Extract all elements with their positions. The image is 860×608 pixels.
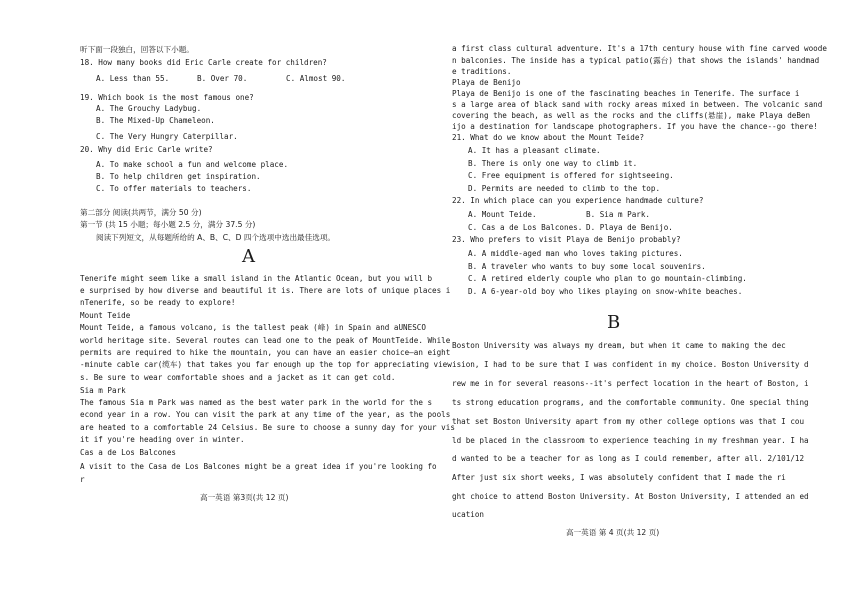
passage-a-heading: Mount Teide [80, 311, 131, 320]
passage-a-line: econd year in a row. You can visit the park at any time of the year, as the pools [80, 410, 451, 419]
q18-option-a: A. Less than 55. [96, 74, 170, 83]
passage-a-letter: A [242, 246, 255, 267]
q22-option-c: C. Cas a de Los Balcones. [468, 223, 583, 232]
passage-a-line: A visit to the Casa de Los Balcones might be a great idea if you're looking fo [80, 462, 437, 471]
q18-option-c: C. Almost 90. [286, 74, 346, 83]
right-page-footer: 高一英语 第 4 页(共 12 页) [566, 528, 660, 537]
passage-b-line: ght choice to attend Boston University. At Boston University, I attended an ed [452, 492, 809, 501]
question-20: 20. Why did Eric Carle write? [80, 145, 213, 154]
passage-a-line: e surprised by how diverse and beautiful it is. There are lots of unique places i [80, 286, 451, 295]
passage-a-line: are heated to a comfortable 24 Celsius. Be sure to choose a sunny day for your vis [80, 423, 455, 432]
q23-option-c: C. A retired elderly couple who plan to go mountain-climbing. [468, 274, 747, 283]
passage-a-heading: Playa de Benijo [452, 78, 521, 87]
passage-a-line: The famous Sia m Park was named as the best water park in the world for the s [80, 398, 433, 407]
passage-a-continued-line: covering the beach, as well as the rocks and the cliffs(悬崖), make Playa deBen [452, 111, 811, 120]
passage-a-continued-line: ijo a destination for landscape photographers. If you have the chance--go there! [452, 122, 818, 131]
subsection-title: 第一节 (共 15 小题；每小题 2.5 分，满分 37.5 分) [80, 220, 256, 229]
q19-option-a: A. The Grouchy Ladybug. [96, 104, 202, 113]
q22-option-b: B. Sia m Park. [586, 210, 651, 219]
q21-option-c: C. Free equipment is offered for sightseeing. [468, 171, 674, 180]
q20-option-c: C. To offer materials to teachers. [96, 184, 252, 193]
q21-option-a: A. It has a pleasant climate. [468, 146, 601, 155]
passage-b-line: Boston University was always my dream, but when it came to making the dec [452, 341, 786, 350]
passage-a-line: s. Be sure to wear comfortable shoes and a jacket as it can get cold. [80, 373, 396, 382]
passage-b-line: After just six short weeks, I was absolutely confident that I made the ri [452, 473, 786, 482]
listening-intro: 听下面一段独白，回答以下小题。 [80, 45, 194, 54]
question-18: 18. How many books did Eric Carle create for children? [80, 58, 327, 67]
passage-a-continued-line: e traditions. [452, 67, 512, 76]
passage-a-line: Tenerife might seem like a small island in the Atlantic Ocean, but you will b [80, 274, 433, 283]
passage-a-continued-line: n balconies. The inside has a typical patio(露台) that shows the islands' handmad [452, 56, 820, 65]
passage-a-line: -minute cable car(缆车) that takes you far enough up the top for appreciating view [80, 360, 452, 369]
q19-option-c: C. The Very Hungry Caterpillar. [96, 132, 238, 141]
passage-b-line: d wanted to be a teacher for as long as I could remember, after all. 2/101/12 [452, 454, 805, 463]
passage-a-line: permits are required to hike the mountain, you can have an easier choice—an eight [80, 348, 451, 357]
passage-b-line: ucation [452, 510, 485, 519]
passage-a-line: nTenerife, so be ready to explore! [80, 298, 236, 307]
passage-b-letter: B [607, 312, 621, 333]
passage-a-heading: Sia m Park [80, 386, 126, 395]
q21-option-b: B. There is only one way to climb it. [468, 159, 638, 168]
q23-option-a: A. A middle-aged man who loves taking pictures. [468, 249, 683, 258]
passage-b-line: that set Boston University apart from my other college options was that I cou [452, 417, 805, 426]
question-19: 19. Which book is the most famous one? [80, 93, 254, 102]
passage-a-heading: Cas a de Los Balcones [80, 448, 177, 457]
passage-b-line: rew me in for several reasons--it's perfect location in the heart of Boston, i [452, 379, 809, 388]
q21-option-d: D. Permits are needed to climb to the top. [468, 184, 661, 193]
passage-a-line: Mount Teide, a famous volcano, is the tallest peak (峰) in Spain and aUNESCO [80, 323, 426, 332]
passage-a-continued-line: a first class cultural adventure. It's a 17th century house with fine carved woode [452, 44, 827, 53]
q22-option-d: D. Playa de Benijo. [586, 223, 673, 232]
passage-a-line: world heritage site. Several routes can lead one to the peak of MountTeide. While [80, 336, 451, 345]
passage-b-line: ision, I had to be sure that I was confident in my choice. Boston University d [452, 360, 809, 369]
q23-option-d: D. A 6-year-old boy who likes playing on snow-white beaches. [468, 287, 743, 296]
instruction: 阅读下列短文，从每题所给的 A、B、C、D 四个选项中选出最佳选项。 [96, 233, 336, 242]
q20-option-a: A. To make school a fun and welcome place. [96, 160, 289, 169]
question-22: 22. In which place can you experience handmade culture? [452, 196, 704, 205]
passage-a-line: r [80, 475, 85, 484]
question-21: 21. What do we know about the Mount Teide? [452, 133, 645, 142]
passage-a-continued-line: Playa de Benijo is one of the fascinating beaches in Tenerife. The surface i [452, 89, 800, 98]
passage-b-line: ld be placed in the classroom to experience teaching in my freshman year. I ha [452, 436, 809, 445]
passage-a-continued-line: s a large area of black sand with rocky areas mixed in between. The volcanic sand [452, 100, 823, 109]
q19-option-b: B. The Mixed-Up Chameleon. [96, 116, 215, 125]
q20-option-b: B. To help children get inspiration. [96, 172, 261, 181]
q23-option-b: B. A traveler who wants to buy some local souvenirs. [468, 262, 706, 271]
left-page-footer: 高一英语 第3页(共 12 页) [200, 493, 289, 502]
passage-b-line: ts strong education programs, and the comfortable community. One special thing [452, 398, 809, 407]
question-23: 23. Who prefers to visit Playa de Benijo probably? [452, 235, 681, 244]
passage-a-line: it if you're heading over in winter. [80, 435, 245, 444]
q22-option-a: A. Mount Teide. [468, 210, 537, 219]
section-title: 第二部分 阅读(共两节，满分 50 分) [80, 208, 202, 217]
q18-option-b: B. Over 70. [197, 74, 248, 83]
